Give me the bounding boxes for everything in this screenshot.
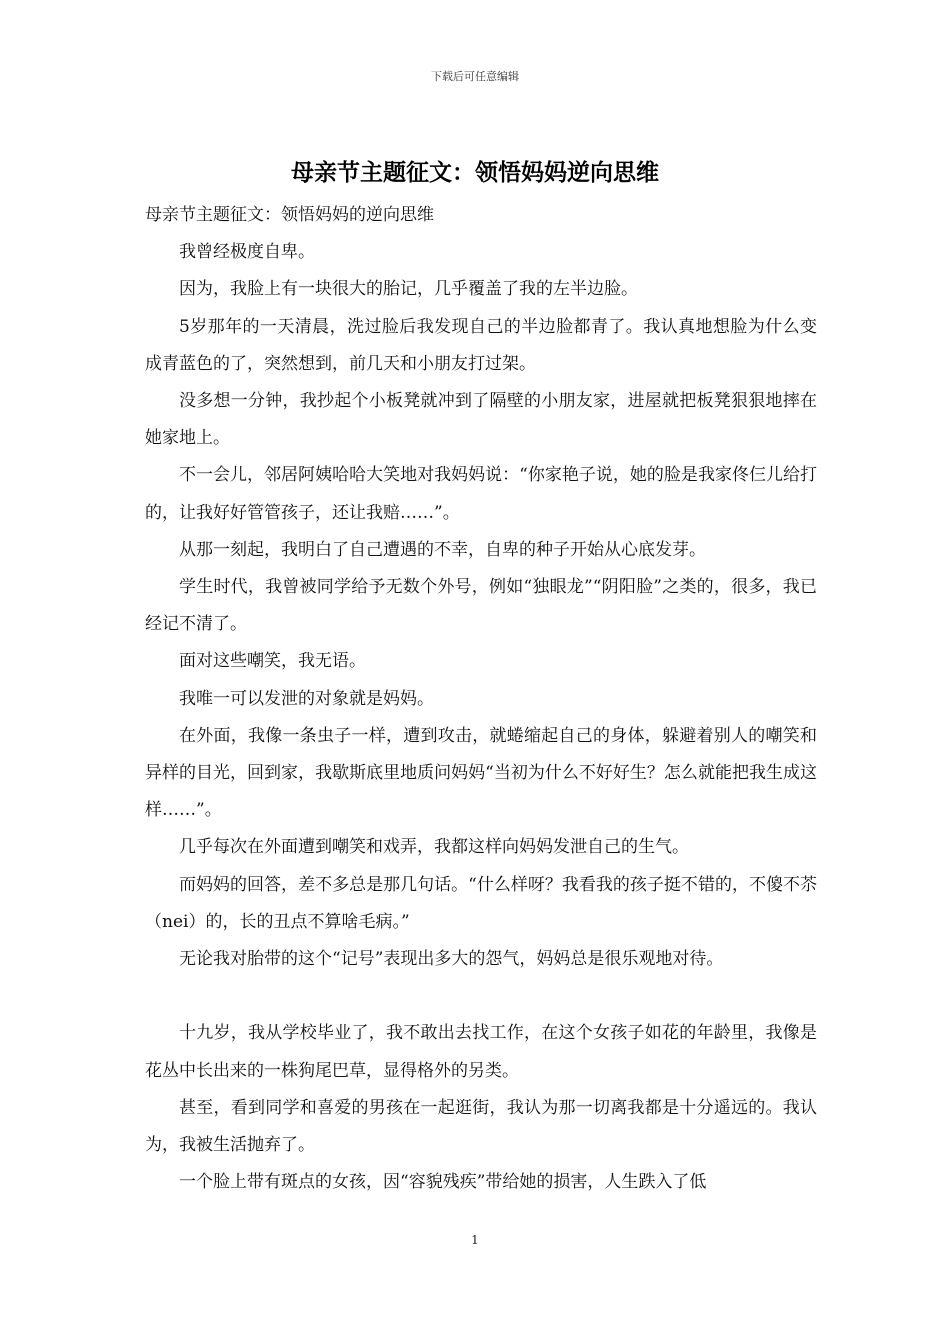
body-paragraph: 我唯一可以发泄的对象就是妈妈。: [179, 688, 434, 709]
subtitle-paragraph: 母亲节主题征文：领悟妈妈的逆向思维: [145, 205, 434, 225]
body-paragraph: 没多想一分钟，我抄起个小板凳就冲到了隔壁的小朋友家，进屋就把板凳狠狠地摔在她家地上。: [145, 391, 817, 449]
body-paragraph: 十九岁，我从学校毕业了，我不敢出去找工作，在这个女孩子如花的年龄里，我像是花丛中长出来的一株狗尾巴草，显得格外的另类。: [145, 1023, 817, 1081]
document-title: 母亲节主题征文：领悟妈妈逆向思维: [291, 159, 659, 186]
body-paragraph: 几乎每次在外面遭到嘲笑和戏弄，我都这样向妈妈发泄自己的生气。: [179, 837, 689, 858]
body-paragraph: 面对这些嘲笑，我无语。: [179, 651, 366, 672]
page-number: 1: [471, 1233, 479, 1247]
page-header: 下载后可任意编辑: [431, 70, 519, 83]
body-paragraph: 一个脸上带有斑点的女孩，因“容貌残疾”带给她的损害，人生跌入了低: [179, 1172, 707, 1193]
blank-line: [145, 978, 817, 1015]
body-paragraph: 甚至，看到同学和喜爱的男孩在一起逛街，我认为那一切离我都是十分遥远的。我认为，我被生活抛弃了。: [145, 1097, 817, 1156]
body-paragraph: 从那一刻起，我明白了自己遭遇的不幸，自卑的种子开始从心底发芽。: [179, 539, 706, 560]
document-body: [145, 197, 817, 1201]
body-paragraph: 5岁那年的一天清晨，洗过脸后我发现自己的半边脸都青了。我认真地想脸为什么变成青蓝色的了，突然想到，前几天和小朋友打过架。: [145, 316, 817, 374]
body-paragraph: 学生时代，我曾被同学给予无数个外号，例如“独眼龙”“阴阳脸”之类的，很多，我已经记不清了。: [145, 577, 817, 635]
body-paragraph: 我曾经极度自卑。: [179, 242, 315, 263]
body-paragraph: 而妈妈的回答，差不多总是那几句话。“什么样呀？我看我的孩子挺不错的，不傻不苶（nei）的，长的丑点不算啥毛病。”: [145, 874, 817, 932]
body-paragraph: 无论我对胎带的这个“记号”表现出多大的怨气，妈妈总是很乐观地对待。: [179, 949, 724, 970]
body-paragraph: 因为，我脸上有一块很大的胎记，几乎覆盖了我的左半边脸。: [179, 279, 638, 300]
body-paragraph: 在外面，我像一条虫子一样，遭到攻击，就蜷缩起自己的身体，躲避着别人的嘲笑和异样的目光，回到家，我歇斯底里地质问妈妈“当初为什么不好好生？怎么就能把我生成这样……”。: [145, 725, 817, 821]
body-paragraph: 不一会儿，邻居阿姨哈哈大笑地对我妈妈说：“你家艳子说，她的脸是我家佟仨儿给打的，让我好好管管孩子，还让我赔……”。: [145, 465, 817, 523]
